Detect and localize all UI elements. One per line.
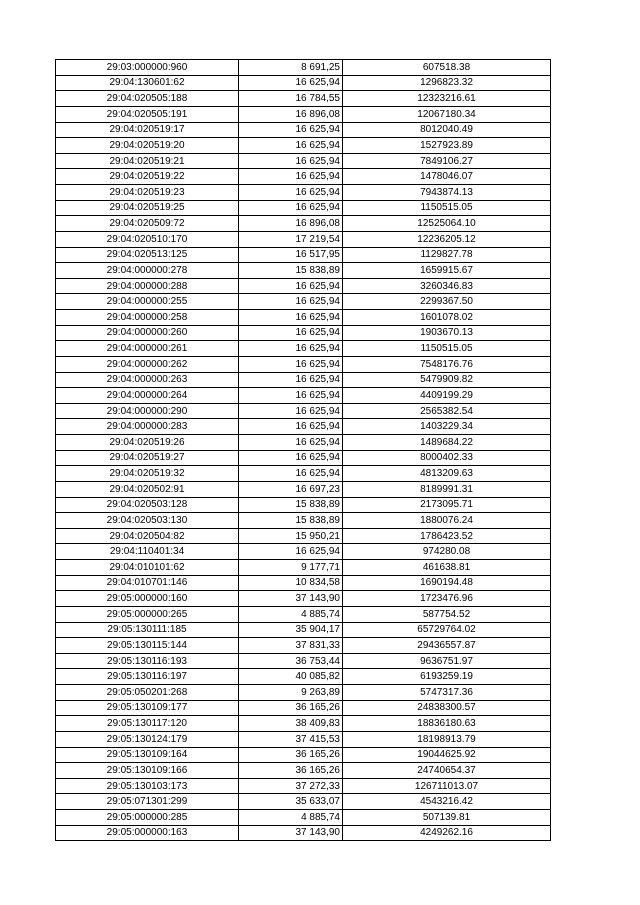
area-cell: 37 831,33	[239, 638, 343, 654]
cadastral-number-cell: 29:04:020503:128	[56, 497, 239, 513]
area-cell: 36 165,26	[239, 747, 343, 763]
cadastral-number-cell: 29:04:020519:22	[56, 169, 239, 185]
cadastral-value-cell: 1489684.22	[343, 435, 551, 451]
cadastral-value-cell: 1403229.34	[343, 419, 551, 435]
cadastral-number-cell: 29:05:000000:163	[56, 825, 239, 841]
table-row	[56, 435, 551, 451]
cadastral-value-cell: 12236205.12	[343, 231, 551, 247]
area-cell: 15 838,89	[239, 263, 343, 279]
table-row	[56, 185, 551, 201]
table-row	[56, 638, 551, 654]
cadastral-value-cell: 1880076.24	[343, 513, 551, 529]
cadastral-number-cell: 29:04:000000:290	[56, 403, 239, 419]
table-row	[56, 216, 551, 232]
area-cell: 16 625,94	[239, 138, 343, 154]
area-cell: 16 625,94	[239, 122, 343, 138]
cadastral-value-cell: 1659915.67	[343, 263, 551, 279]
table-row	[56, 419, 551, 435]
cadastral-number-cell: 29:04:020519:20	[56, 138, 239, 154]
table-row	[56, 247, 551, 263]
cadastral-value-cell: 5747317.36	[343, 685, 551, 701]
table-row	[56, 169, 551, 185]
area-cell: 16 517,95	[239, 247, 343, 263]
cadastral-number-cell: 29:04:000000:255	[56, 294, 239, 310]
table-row	[56, 747, 551, 763]
area-cell: 16 625,94	[239, 200, 343, 216]
cadastral-number-cell: 29:04:110401:34	[56, 544, 239, 560]
table-row	[56, 153, 551, 169]
table-row	[56, 75, 551, 91]
table-row	[56, 669, 551, 685]
table-row	[56, 294, 551, 310]
cadastral-number-cell: 29:05:130116:197	[56, 669, 239, 685]
cadastral-value-cell: 65729764.02	[343, 622, 551, 638]
cadastral-number-cell: 29:05:130117:120	[56, 716, 239, 732]
cadastral-number-cell: 29:04:000000:260	[56, 325, 239, 341]
cadastral-value-cell: 1601078.02	[343, 310, 551, 326]
cadastral-number-cell: 29:04:000000:283	[56, 419, 239, 435]
cadastral-value-cell: 24740654.37	[343, 763, 551, 779]
cadastral-number-cell: 29:05:130109:177	[56, 700, 239, 716]
cadastral-number-cell: 29:04:020519:25	[56, 200, 239, 216]
area-cell: 16 625,94	[239, 435, 343, 451]
table-row	[56, 763, 551, 779]
cadastral-number-cell: 29:04:020513:125	[56, 247, 239, 263]
cadastral-value-cell: 19044625.92	[343, 747, 551, 763]
cadastral-value-cell: 2565382.54	[343, 403, 551, 419]
area-cell: 16 625,94	[239, 278, 343, 294]
table-row	[56, 263, 551, 279]
cadastral-value-cell: 507139.81	[343, 810, 551, 826]
area-cell: 17 219,54	[239, 231, 343, 247]
area-cell: 37 143,90	[239, 825, 343, 841]
table-row	[56, 731, 551, 747]
area-cell: 35 904,17	[239, 622, 343, 638]
area-cell: 40 085,82	[239, 669, 343, 685]
table-row	[56, 278, 551, 294]
area-cell: 16 625,94	[239, 325, 343, 341]
cadastral-number-cell: 29:05:071301:299	[56, 794, 239, 810]
cadastral-number-cell: 29:04:000000:262	[56, 356, 239, 372]
table-row	[56, 450, 551, 466]
cadastral-number-cell: 29:04:010101:62	[56, 560, 239, 576]
table-row	[56, 700, 551, 716]
table-row	[56, 138, 551, 154]
area-cell: 16 784,55	[239, 91, 343, 107]
cadastral-number-cell: 29:04:130601:62	[56, 75, 239, 91]
cadastral-value-cell: 1903670.13	[343, 325, 551, 341]
cadastral-table	[55, 59, 551, 841]
area-cell: 4 885,74	[239, 810, 343, 826]
cadastral-number-cell: 29:04:020519:27	[56, 450, 239, 466]
cadastral-value-cell: 18198913.79	[343, 731, 551, 747]
area-cell: 38 409,83	[239, 716, 343, 732]
cadastral-number-cell: 29:04:020505:188	[56, 91, 239, 107]
area-cell: 16 625,94	[239, 310, 343, 326]
table-row	[56, 513, 551, 529]
cadastral-number-cell: 29:04:020519:21	[56, 153, 239, 169]
cadastral-value-cell: 8012040.49	[343, 122, 551, 138]
cadastral-value-cell: 4813209.63	[343, 466, 551, 482]
cadastral-number-cell: 29:04:020519:17	[56, 122, 239, 138]
area-cell: 16 625,94	[239, 356, 343, 372]
area-cell: 16 625,94	[239, 388, 343, 404]
cadastral-number-cell: 29:04:020502:91	[56, 481, 239, 497]
table-row	[56, 388, 551, 404]
area-cell: 16 625,94	[239, 466, 343, 482]
area-cell: 16 625,94	[239, 341, 343, 357]
table-row	[56, 575, 551, 591]
cadastral-value-cell: 1129827.78	[343, 247, 551, 263]
cadastral-number-cell: 29:04:020503:130	[56, 513, 239, 529]
area-cell: 35 633,07	[239, 794, 343, 810]
cadastral-value-cell: 974280.08	[343, 544, 551, 560]
table-row	[56, 91, 551, 107]
table-row	[56, 622, 551, 638]
cadastral-number-cell: 29:05:050201:268	[56, 685, 239, 701]
table-row	[56, 122, 551, 138]
cadastral-number-cell: 29:04:010701:146	[56, 575, 239, 591]
cadastral-value-cell: 18836180.63	[343, 716, 551, 732]
area-cell: 37 143,90	[239, 591, 343, 607]
table-row	[56, 231, 551, 247]
area-cell: 15 950,21	[239, 528, 343, 544]
cadastral-value-cell: 1690194.48	[343, 575, 551, 591]
table-row	[56, 106, 551, 122]
cadastral-value-cell: 7849106.27	[343, 153, 551, 169]
cadastral-value-cell: 7943874.13	[343, 185, 551, 201]
cadastral-value-cell: 7548176.76	[343, 356, 551, 372]
cadastral-number-cell: 29:05:130115:144	[56, 638, 239, 654]
area-cell: 16 625,94	[239, 372, 343, 388]
cadastral-value-cell: 1527923.89	[343, 138, 551, 154]
cadastral-number-cell: 29:04:000000:264	[56, 388, 239, 404]
table-row	[56, 466, 551, 482]
table-row	[56, 716, 551, 732]
area-cell: 16 625,94	[239, 185, 343, 201]
cadastral-value-cell: 9636751.97	[343, 653, 551, 669]
area-cell: 16 625,94	[239, 153, 343, 169]
cadastral-value-cell: 1723476.96	[343, 591, 551, 607]
cadastral-number-cell: 29:04:020510:170	[56, 231, 239, 247]
cadastral-value-cell: 4409199.29	[343, 388, 551, 404]
cadastral-value-cell: 1786423.52	[343, 528, 551, 544]
cadastral-number-cell: 29:05:130103:173	[56, 778, 239, 794]
cadastral-number-cell: 29:04:020505:191	[56, 106, 239, 122]
area-cell: 8 691,25	[239, 60, 343, 76]
area-cell: 16 625,94	[239, 450, 343, 466]
cadastral-value-cell: 2173095.71	[343, 497, 551, 513]
cadastral-value-cell: 1478046.07	[343, 169, 551, 185]
area-cell: 4 885,74	[239, 606, 343, 622]
cadastral-value-cell: 5479909.82	[343, 372, 551, 388]
area-cell: 15 838,89	[239, 497, 343, 513]
cadastral-value-cell: 607518.38	[343, 60, 551, 76]
table-row	[56, 356, 551, 372]
cadastral-number-cell: 29:04:020519:26	[56, 435, 239, 451]
cadastral-value-cell: 3260346.83	[343, 278, 551, 294]
area-cell: 16 697,23	[239, 481, 343, 497]
area-cell: 37 415,53	[239, 731, 343, 747]
area-cell: 36 753,44	[239, 653, 343, 669]
cadastral-number-cell: 29:04:000000:288	[56, 278, 239, 294]
cadastral-number-cell: 29:05:130124:179	[56, 731, 239, 747]
table-row	[56, 685, 551, 701]
cadastral-number-cell: 29:04:020509:72	[56, 216, 239, 232]
table-row	[56, 528, 551, 544]
cadastral-number-cell: 29:03:000000:960	[56, 60, 239, 76]
cadastral-number-cell: 29:04:020504:82	[56, 528, 239, 544]
table-row	[56, 310, 551, 326]
cadastral-number-cell: 29:04:000000:278	[56, 263, 239, 279]
table-row	[56, 591, 551, 607]
area-cell: 9 177,71	[239, 560, 343, 576]
cadastral-number-cell: 29:05:000000:285	[56, 810, 239, 826]
cadastral-value-cell: 2299367.50	[343, 294, 551, 310]
table-row	[56, 341, 551, 357]
table-row	[56, 606, 551, 622]
cadastral-value-cell: 6193259.19	[343, 669, 551, 685]
area-cell: 16 625,94	[239, 419, 343, 435]
table-row	[56, 825, 551, 841]
cadastral-number-cell: 29:05:130109:166	[56, 763, 239, 779]
area-cell: 37 272,33	[239, 778, 343, 794]
area-cell: 10 834,58	[239, 575, 343, 591]
table-body	[56, 60, 551, 841]
area-cell: 9 263,89	[239, 685, 343, 701]
table-row	[56, 60, 551, 76]
area-cell: 16 625,94	[239, 403, 343, 419]
table-row	[56, 653, 551, 669]
cadastral-value-cell: 4543216.42	[343, 794, 551, 810]
cadastral-number-cell: 29:04:000000:263	[56, 372, 239, 388]
cadastral-value-cell: 8189991.31	[343, 481, 551, 497]
table-row	[56, 810, 551, 826]
cadastral-value-cell: 12323216.61	[343, 91, 551, 107]
cadastral-value-cell: 1150515.05	[343, 200, 551, 216]
area-cell: 15 838,89	[239, 513, 343, 529]
cadastral-number-cell: 29:05:000000:160	[56, 591, 239, 607]
cadastral-value-cell: 1150515.05	[343, 341, 551, 357]
area-cell: 16 896,08	[239, 106, 343, 122]
area-cell: 16 896,08	[239, 216, 343, 232]
cadastral-number-cell: 29:04:000000:258	[56, 310, 239, 326]
cadastral-value-cell: 1296823.32	[343, 75, 551, 91]
table-row	[56, 325, 551, 341]
cadastral-value-cell: 29436557.87	[343, 638, 551, 654]
cadastral-value-cell: 24838300.57	[343, 700, 551, 716]
table-row	[56, 481, 551, 497]
table-row	[56, 372, 551, 388]
cadastral-value-cell: 126711013.07	[343, 778, 551, 794]
cadastral-number-cell: 29:05:130111:185	[56, 622, 239, 638]
area-cell: 36 165,26	[239, 763, 343, 779]
table-row	[56, 544, 551, 560]
table-row	[56, 560, 551, 576]
table-row	[56, 200, 551, 216]
table-row	[56, 794, 551, 810]
cadastral-value-cell: 461638.81	[343, 560, 551, 576]
area-cell: 16 625,94	[239, 294, 343, 310]
area-cell: 16 625,94	[239, 169, 343, 185]
table-row	[56, 497, 551, 513]
area-cell: 16 625,94	[239, 75, 343, 91]
area-cell: 36 165,26	[239, 700, 343, 716]
cadastral-number-cell: 29:04:020519:23	[56, 185, 239, 201]
cadastral-value-cell: 12067180.34	[343, 106, 551, 122]
table-row	[56, 778, 551, 794]
cadastral-value-cell: 12525064.10	[343, 216, 551, 232]
cadastral-number-cell: 29:04:000000:261	[56, 341, 239, 357]
cadastral-value-cell: 4249262.16	[343, 825, 551, 841]
cadastral-value-cell: 587754.52	[343, 606, 551, 622]
cadastral-value-cell: 8000402.33	[343, 450, 551, 466]
cadastral-number-cell: 29:05:130116:193	[56, 653, 239, 669]
area-cell: 16 625,94	[239, 544, 343, 560]
cadastral-number-cell: 29:04:020519:32	[56, 466, 239, 482]
cadastral-number-cell: 29:05:000000:265	[56, 606, 239, 622]
table-row	[56, 403, 551, 419]
cadastral-number-cell: 29:05:130109:164	[56, 747, 239, 763]
